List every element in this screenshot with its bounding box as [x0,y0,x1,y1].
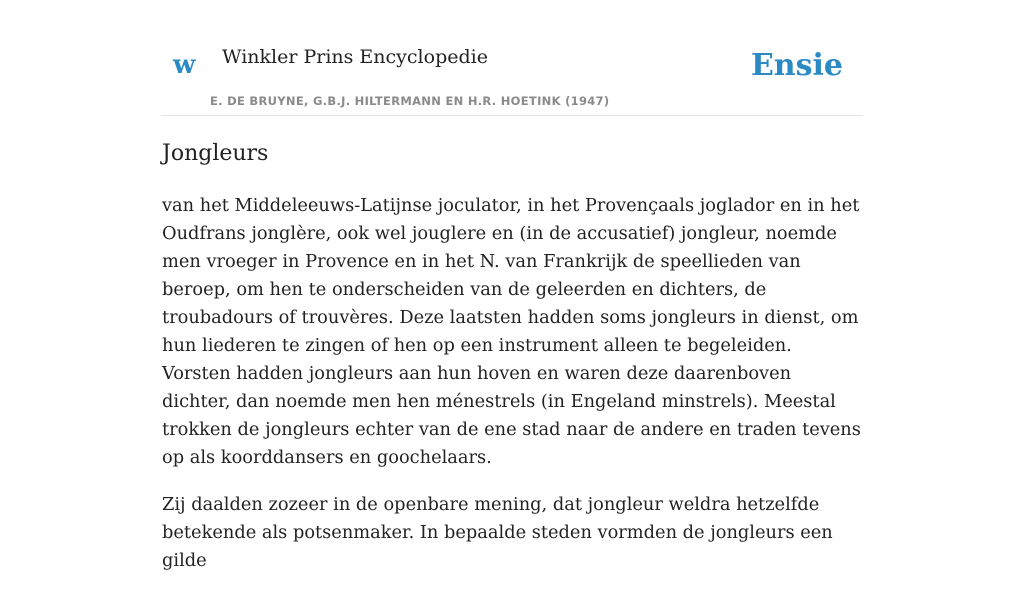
entry-title: Jongleurs [162,141,269,166]
entry-paragraph: Zij daalden zozeer in de openbare mening, dat jongleur weldra hetzelfde betekende als potsenmaker. In bepaalde steden vormden de jongleurs een gilde [162,494,833,571]
book-authors: E. DE BRUYNE, G.B.J. HILTERMANN EN H.R. HOETINK (1947) [210,94,610,108]
entry-content [162,192,862,594]
book-title[interactable]: Winkler Prins Encyclopedie [222,46,488,68]
site-header [162,36,862,116]
winkler-prins-logo[interactable]: w [173,50,196,80]
ensie-brand-logo[interactable]: Ensie [750,48,843,83]
entry-paragraph: van het Middeleeuws-Latijnse joculator, in het Provençaals joglador en in het Oudfrans jonglère, ook wel jouglere en (in de accusatief) jongleur, noemde men vroeger in Provence en in het N. van Frankrijk de speellieden van beroep, om hen te onderscheiden van de geleerden en dichters, de troubadours of trouvères. Deze laatsten hadden soms jongleurs in dienst, om hun liederen te zingen of hen op een instrument alleen te begeleiden. Vorsten hadden jongleurs aan hun hoven en waren deze daarenboven dichter, dan noemde men hen ménestrels (in Engeland minstrels). Meestal trokken de jongleurs echter van de ene stad naar de andere en traden tevens op als koorddansers en goochelaars. [162,195,861,468]
